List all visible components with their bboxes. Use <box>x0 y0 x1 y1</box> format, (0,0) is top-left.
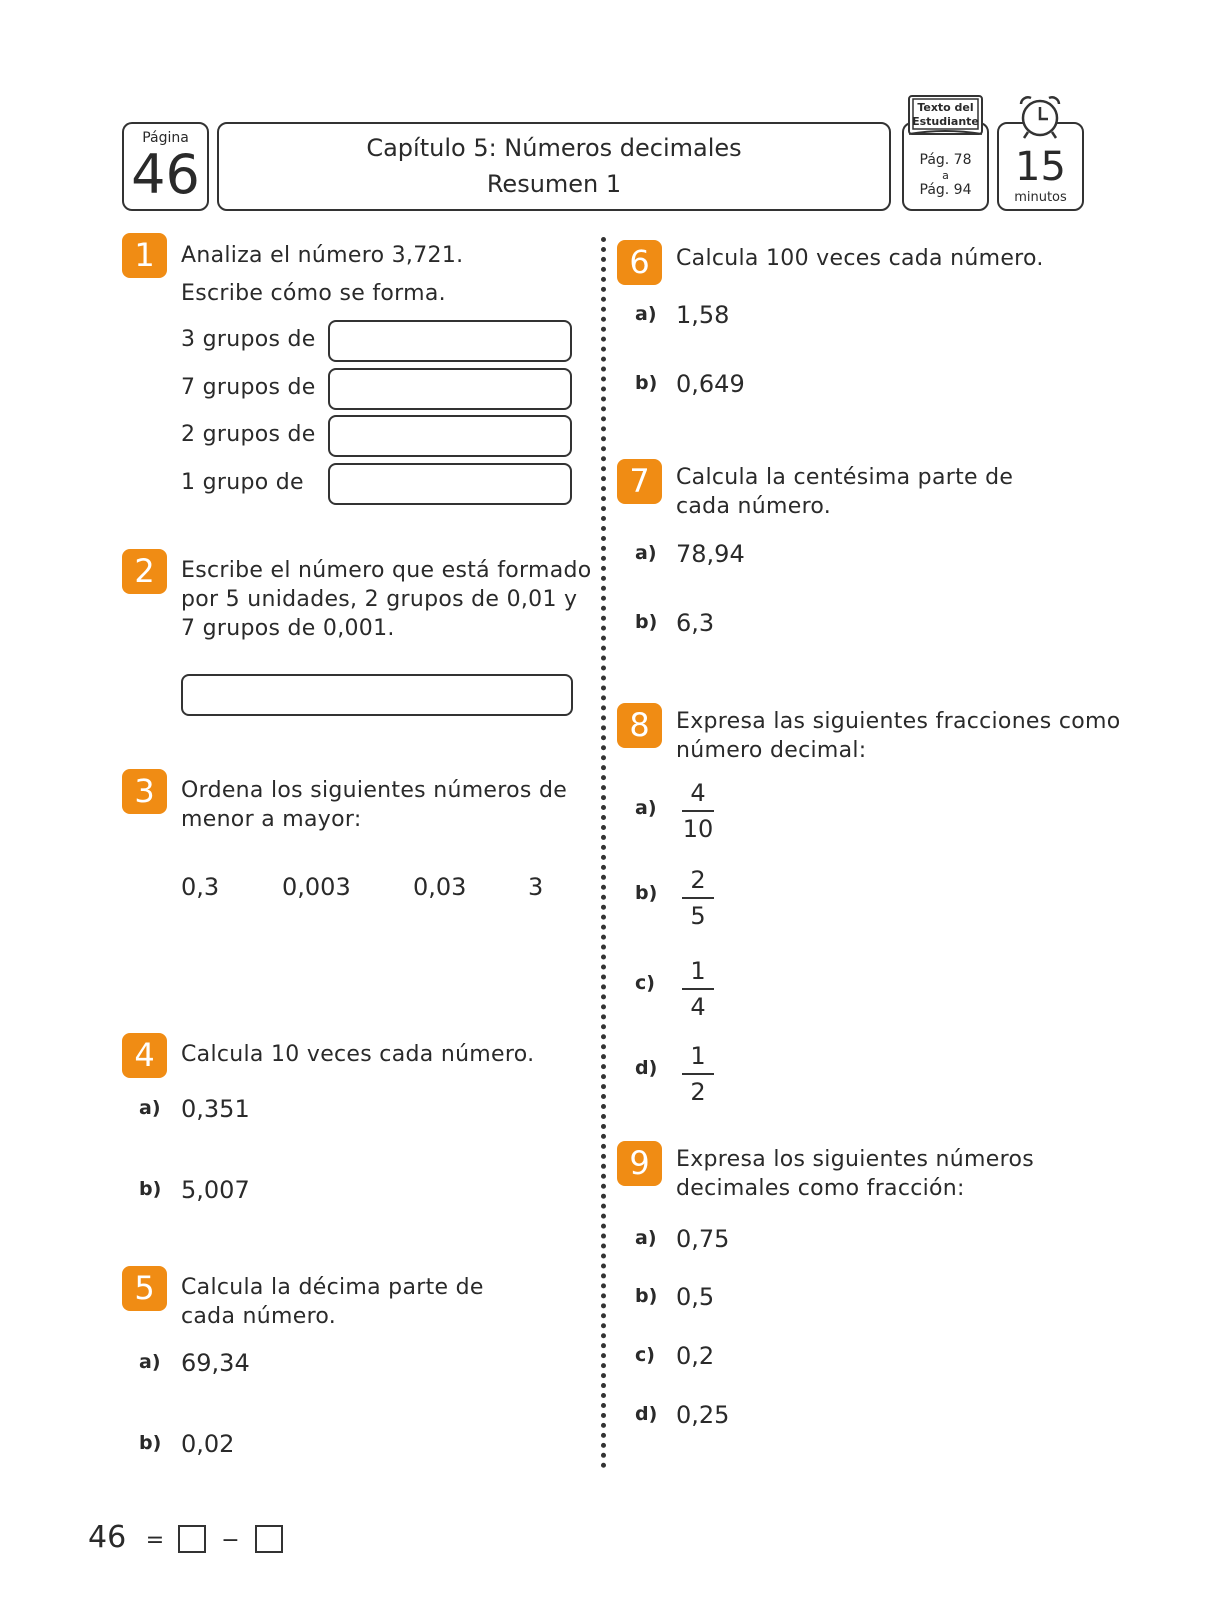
q4-item-value: 5,007 <box>181 1176 250 1204</box>
q8-fraction <box>682 778 714 844</box>
q9-item-value: 0,25 <box>676 1401 730 1429</box>
footer-number: 46 <box>88 1520 127 1555</box>
q9-item-label: d) <box>635 1403 658 1425</box>
q1-row-label: 1 grupo de <box>181 470 304 495</box>
q8-item-label: d) <box>635 1057 658 1079</box>
chapter-subtitle: Resumen 1 <box>486 170 622 198</box>
q9-item-value: 0,5 <box>676 1283 715 1311</box>
footer-blank-box <box>255 1525 283 1553</box>
chapter-title-box <box>217 122 891 211</box>
alarm-clock-icon <box>1015 94 1065 144</box>
q9-item-label: b) <box>635 1285 658 1307</box>
fraction-bar <box>682 897 714 899</box>
q3-number: 0,3 <box>181 873 220 901</box>
q1-answer-box-3[interactable] <box>328 415 572 457</box>
q9-item-value: 0,2 <box>676 1342 715 1370</box>
ref-connector: a <box>942 169 949 182</box>
q7-item-value: 6,3 <box>676 609 715 637</box>
q7-line1: Calcula la centésima parte de <box>676 465 1014 490</box>
q3-number: 0,03 <box>413 873 467 901</box>
q4-line1: Calcula 10 veces cada número. <box>181 1042 535 1067</box>
q3-number: 0,003 <box>282 873 351 901</box>
q2-line1: Escribe el número que está formado <box>181 558 592 583</box>
q5-badge: 5 <box>122 1266 167 1311</box>
q3-number: 3 <box>528 873 544 901</box>
q8-item-label: b) <box>635 882 658 904</box>
q7-badge: 7 <box>617 459 662 504</box>
q1-line2: Escribe cómo se forma. <box>181 281 446 306</box>
q1-row-label: 2 grupos de <box>181 422 316 447</box>
chapter-title: Capítulo 5: Números decimales <box>366 134 742 162</box>
book-label-1: Texto del <box>917 101 974 114</box>
q8-line2: número decimal: <box>676 738 867 763</box>
footer-blank-box <box>178 1525 206 1553</box>
q5-line2: cada número. <box>181 1304 337 1329</box>
q6-item-value: 0,649 <box>676 370 745 398</box>
fraction-numerator: 4 <box>690 779 706 807</box>
book-label-2: Estudiante <box>912 115 979 128</box>
q7-item-label: a) <box>635 542 657 564</box>
q7-line2: cada número. <box>676 494 832 519</box>
book-icon <box>906 94 985 138</box>
fraction-denominator: 4 <box>690 993 706 1021</box>
q2-line3: 7 grupos de 0,001. <box>181 616 395 641</box>
q1-answer-box-1[interactable] <box>328 320 572 362</box>
q4-item-value: 0,351 <box>181 1095 250 1123</box>
q6-line1: Calcula 100 veces cada número. <box>676 246 1044 271</box>
q9-line2: decimales como fracción: <box>676 1176 965 1201</box>
fraction-numerator: 1 <box>690 957 706 985</box>
q5-item-value: 0,02 <box>181 1430 235 1458</box>
time-unit: minutos <box>1014 190 1067 205</box>
ref-from: Pág. 78 <box>919 152 972 168</box>
fraction-denominator: 2 <box>690 1078 706 1106</box>
q1-row-label: 7 grupos de <box>181 375 316 400</box>
q2-answer-box[interactable] <box>181 674 573 716</box>
fraction-denominator: 10 <box>682 815 714 843</box>
q9-item-value: 0,75 <box>676 1225 730 1253</box>
q7-item-label: b) <box>635 611 658 633</box>
q1-line1: Analiza el número 3,721. <box>181 243 464 268</box>
q8-line1: Expresa las siguientes fracciones como <box>676 709 1121 734</box>
q8-badge: 8 <box>617 703 662 748</box>
page-number-box <box>122 122 209 211</box>
q3-badge: 3 <box>122 769 167 814</box>
q9-badge: 9 <box>617 1141 662 1186</box>
page-number: 46 <box>131 143 200 206</box>
q2-line2: por 5 unidades, 2 grupos de 0,01 y <box>181 587 578 612</box>
ref-to: Pág. 94 <box>919 182 972 198</box>
q2-badge: 2 <box>122 549 167 594</box>
q6-item-label: b) <box>635 372 658 394</box>
q8-item-label: a) <box>635 797 657 819</box>
q6-item-label: a) <box>635 303 657 325</box>
q9-item-label: c) <box>635 1344 655 1366</box>
footer-minus: − <box>221 1528 240 1553</box>
q3-line2: menor a mayor: <box>181 807 362 832</box>
q1-row-label: 3 grupos de <box>181 327 316 352</box>
q6-item-value: 1,58 <box>676 301 730 329</box>
time-value: 15 <box>1015 144 1066 190</box>
q8-fraction <box>682 1041 714 1107</box>
q9-line1: Expresa los siguientes números <box>676 1147 1034 1172</box>
q1-answer-box-2[interactable] <box>328 368 572 410</box>
page-label: Página <box>142 130 189 146</box>
q8-item-label: c) <box>635 972 655 994</box>
q5-item-label: a) <box>139 1351 161 1373</box>
q8-fraction <box>682 865 714 931</box>
fraction-bar <box>682 1073 714 1075</box>
q5-item-value: 69,34 <box>181 1349 250 1377</box>
q6-badge: 6 <box>617 240 662 285</box>
q7-item-value: 78,94 <box>676 540 745 568</box>
q1-badge: 1 <box>122 233 167 278</box>
column-divider <box>601 237 606 1469</box>
fraction-bar <box>682 988 714 990</box>
fraction-numerator: 2 <box>690 866 706 894</box>
q5-line1: Calcula la décima parte de <box>181 1275 484 1300</box>
q4-item-label: b) <box>139 1178 162 1200</box>
q8-fraction <box>682 956 714 1022</box>
footer-equation <box>88 1520 283 1559</box>
q3-line1: Ordena los siguientes números de <box>181 778 568 803</box>
fraction-denominator: 5 <box>690 902 706 930</box>
fraction-numerator: 1 <box>690 1042 706 1070</box>
q4-item-label: a) <box>139 1097 161 1119</box>
q1-answer-box-4[interactable] <box>328 463 572 505</box>
q5-item-label: b) <box>139 1432 162 1454</box>
footer-equals: = <box>145 1528 165 1553</box>
q4-badge: 4 <box>122 1033 167 1078</box>
q9-item-label: a) <box>635 1227 657 1249</box>
fraction-bar <box>682 810 714 812</box>
